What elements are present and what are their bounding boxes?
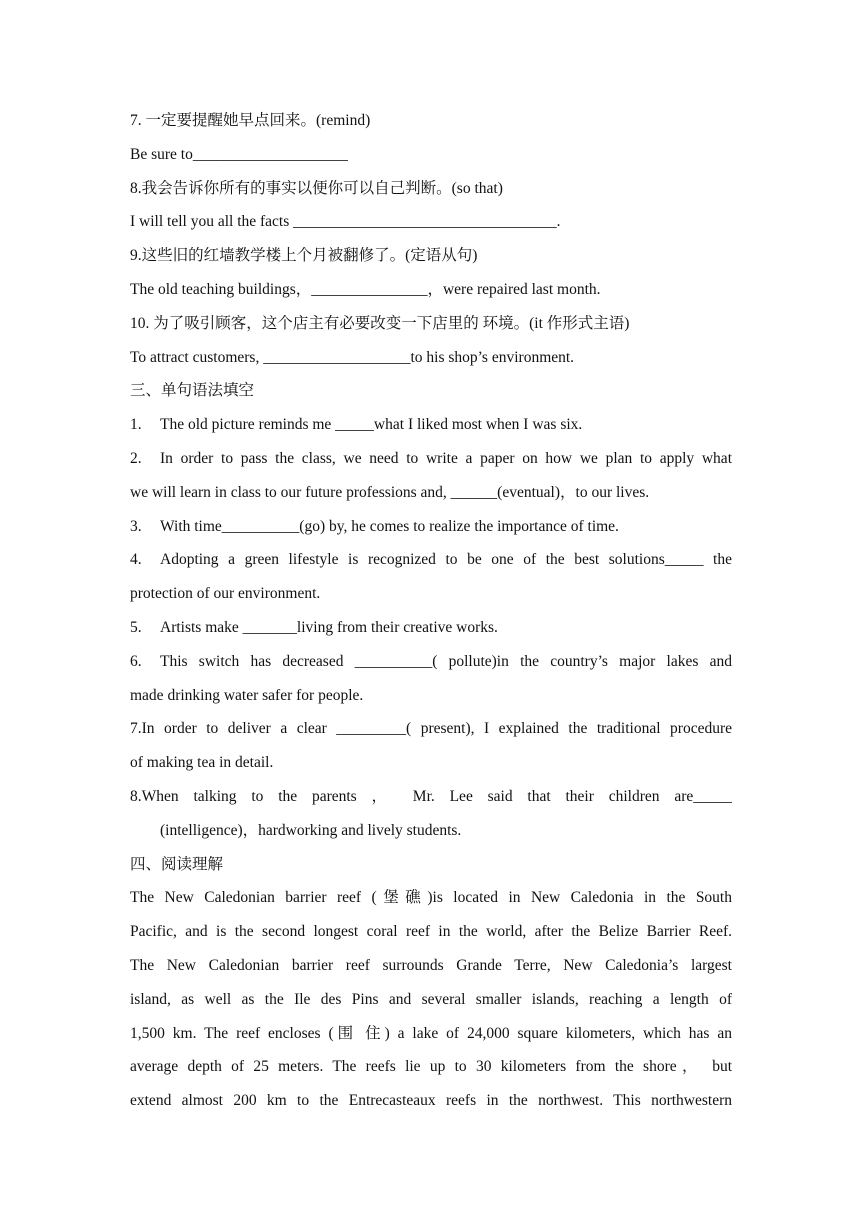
passage-line: The New Caledonian barrier reef (堡礁)is located in New Caledonia in the South (130, 889, 732, 907)
grammar-item-3 (130, 510, 732, 544)
translation-q9-prompt: 9.这些旧的红墙教学楼上个月被翻修了。(定语从句) (130, 247, 478, 265)
item-text: made drinking water safer for people. (130, 686, 364, 704)
translation-q9-answer: The old teaching buildings，_______________，were repaired last month. (130, 280, 601, 298)
item-text: In order to pass the class, we need to write a paper on how we plan to apply what (160, 449, 732, 467)
item-text: With time__________(go) by, he comes to realize the importance of time. (160, 517, 619, 535)
document-page (130, 104, 732, 1118)
item-number: 7. (130, 720, 142, 738)
item-number: 8. (130, 787, 142, 805)
section4-heading: 四、阅读理解 (130, 855, 224, 873)
section3-heading: 三、单句语法填空 (130, 382, 255, 400)
translation-q7-answer: Be sure to____________________ (130, 145, 348, 163)
item-number: 6. (130, 652, 142, 670)
translation-q10-answer: To attract customers, ___________________to his shop’s environment. (130, 348, 575, 366)
passage-line: extend almost 200 km to the Entrecasteaux reefs in the northwest. This northwestern (130, 1092, 732, 1110)
item-number: 1. (130, 416, 142, 434)
item-text: When talking to the parents ， Mr. Lee said that their children are_____ (141, 787, 732, 805)
passage-line: The New Caledonian barrier reef surrounds Grande Terre, New Caledonia’s largest (130, 956, 732, 974)
passage-line: Pacific, and is the second longest coral reef in the world, after the Belize Barrier Reef. (130, 923, 732, 941)
item-text: The old picture reminds me _____what I liked most when I was six. (160, 416, 583, 434)
item-text: This switch has decreased __________( pollute)in the country’s major lakes and (160, 652, 732, 670)
passage-line: average depth of 25 meters. The reefs lie up to 30 kilometers from the shore， but (130, 1058, 732, 1076)
grammar-item-8 (130, 780, 732, 848)
item-text: (intelligence)，hardworking and lively students. (160, 821, 462, 839)
item-number: 2. (130, 449, 142, 467)
grammar-item-2 (130, 442, 732, 510)
item-text: of making tea in detail. (130, 754, 274, 772)
item-number: 5. (130, 618, 142, 636)
translation-q8-answer: I will tell you all the facts __________________________________. (130, 213, 561, 231)
grammar-item-1 (130, 408, 732, 442)
item-number: 4. (130, 551, 142, 569)
grammar-item-5 (130, 611, 732, 645)
reading-passage (130, 881, 732, 1118)
passage-line: 1,500 km. The reef encloses (围 住) a lake of 24,000 square kilometers, which has an (130, 1024, 732, 1042)
translation-q10-prompt: 10. 为了吸引顾客，这个店主有必要改变一下店里的 环境。(it 作形式主语) (130, 314, 630, 332)
item-text: we will learn in class to our future professions and, ______(eventual)，to our lives. (130, 483, 650, 501)
translation-q7-prompt: 7. 一定要提醒她早点回来。(remind) (130, 112, 371, 129)
item-text: protection of our environment. (130, 585, 321, 603)
grammar-item-7 (130, 712, 732, 780)
item-text: In order to deliver a clear _________( present), I explained the traditional procedure (141, 720, 732, 738)
grammar-item-6 (130, 645, 732, 713)
translation-q8-prompt: 8.我会告诉你所有的事实以便你可以自己判断。(so that) (130, 179, 503, 197)
grammar-item-4 (130, 543, 732, 611)
passage-line: island, as well as the Ile des Pins and several smaller islands, reaching a length of (130, 990, 732, 1008)
item-number: 3. (130, 517, 142, 535)
item-text: Adopting a green lifestyle is recognized to be one of the best solutions_____ the (160, 551, 732, 569)
item-text: Artists make _______living from their creative works. (160, 618, 498, 636)
